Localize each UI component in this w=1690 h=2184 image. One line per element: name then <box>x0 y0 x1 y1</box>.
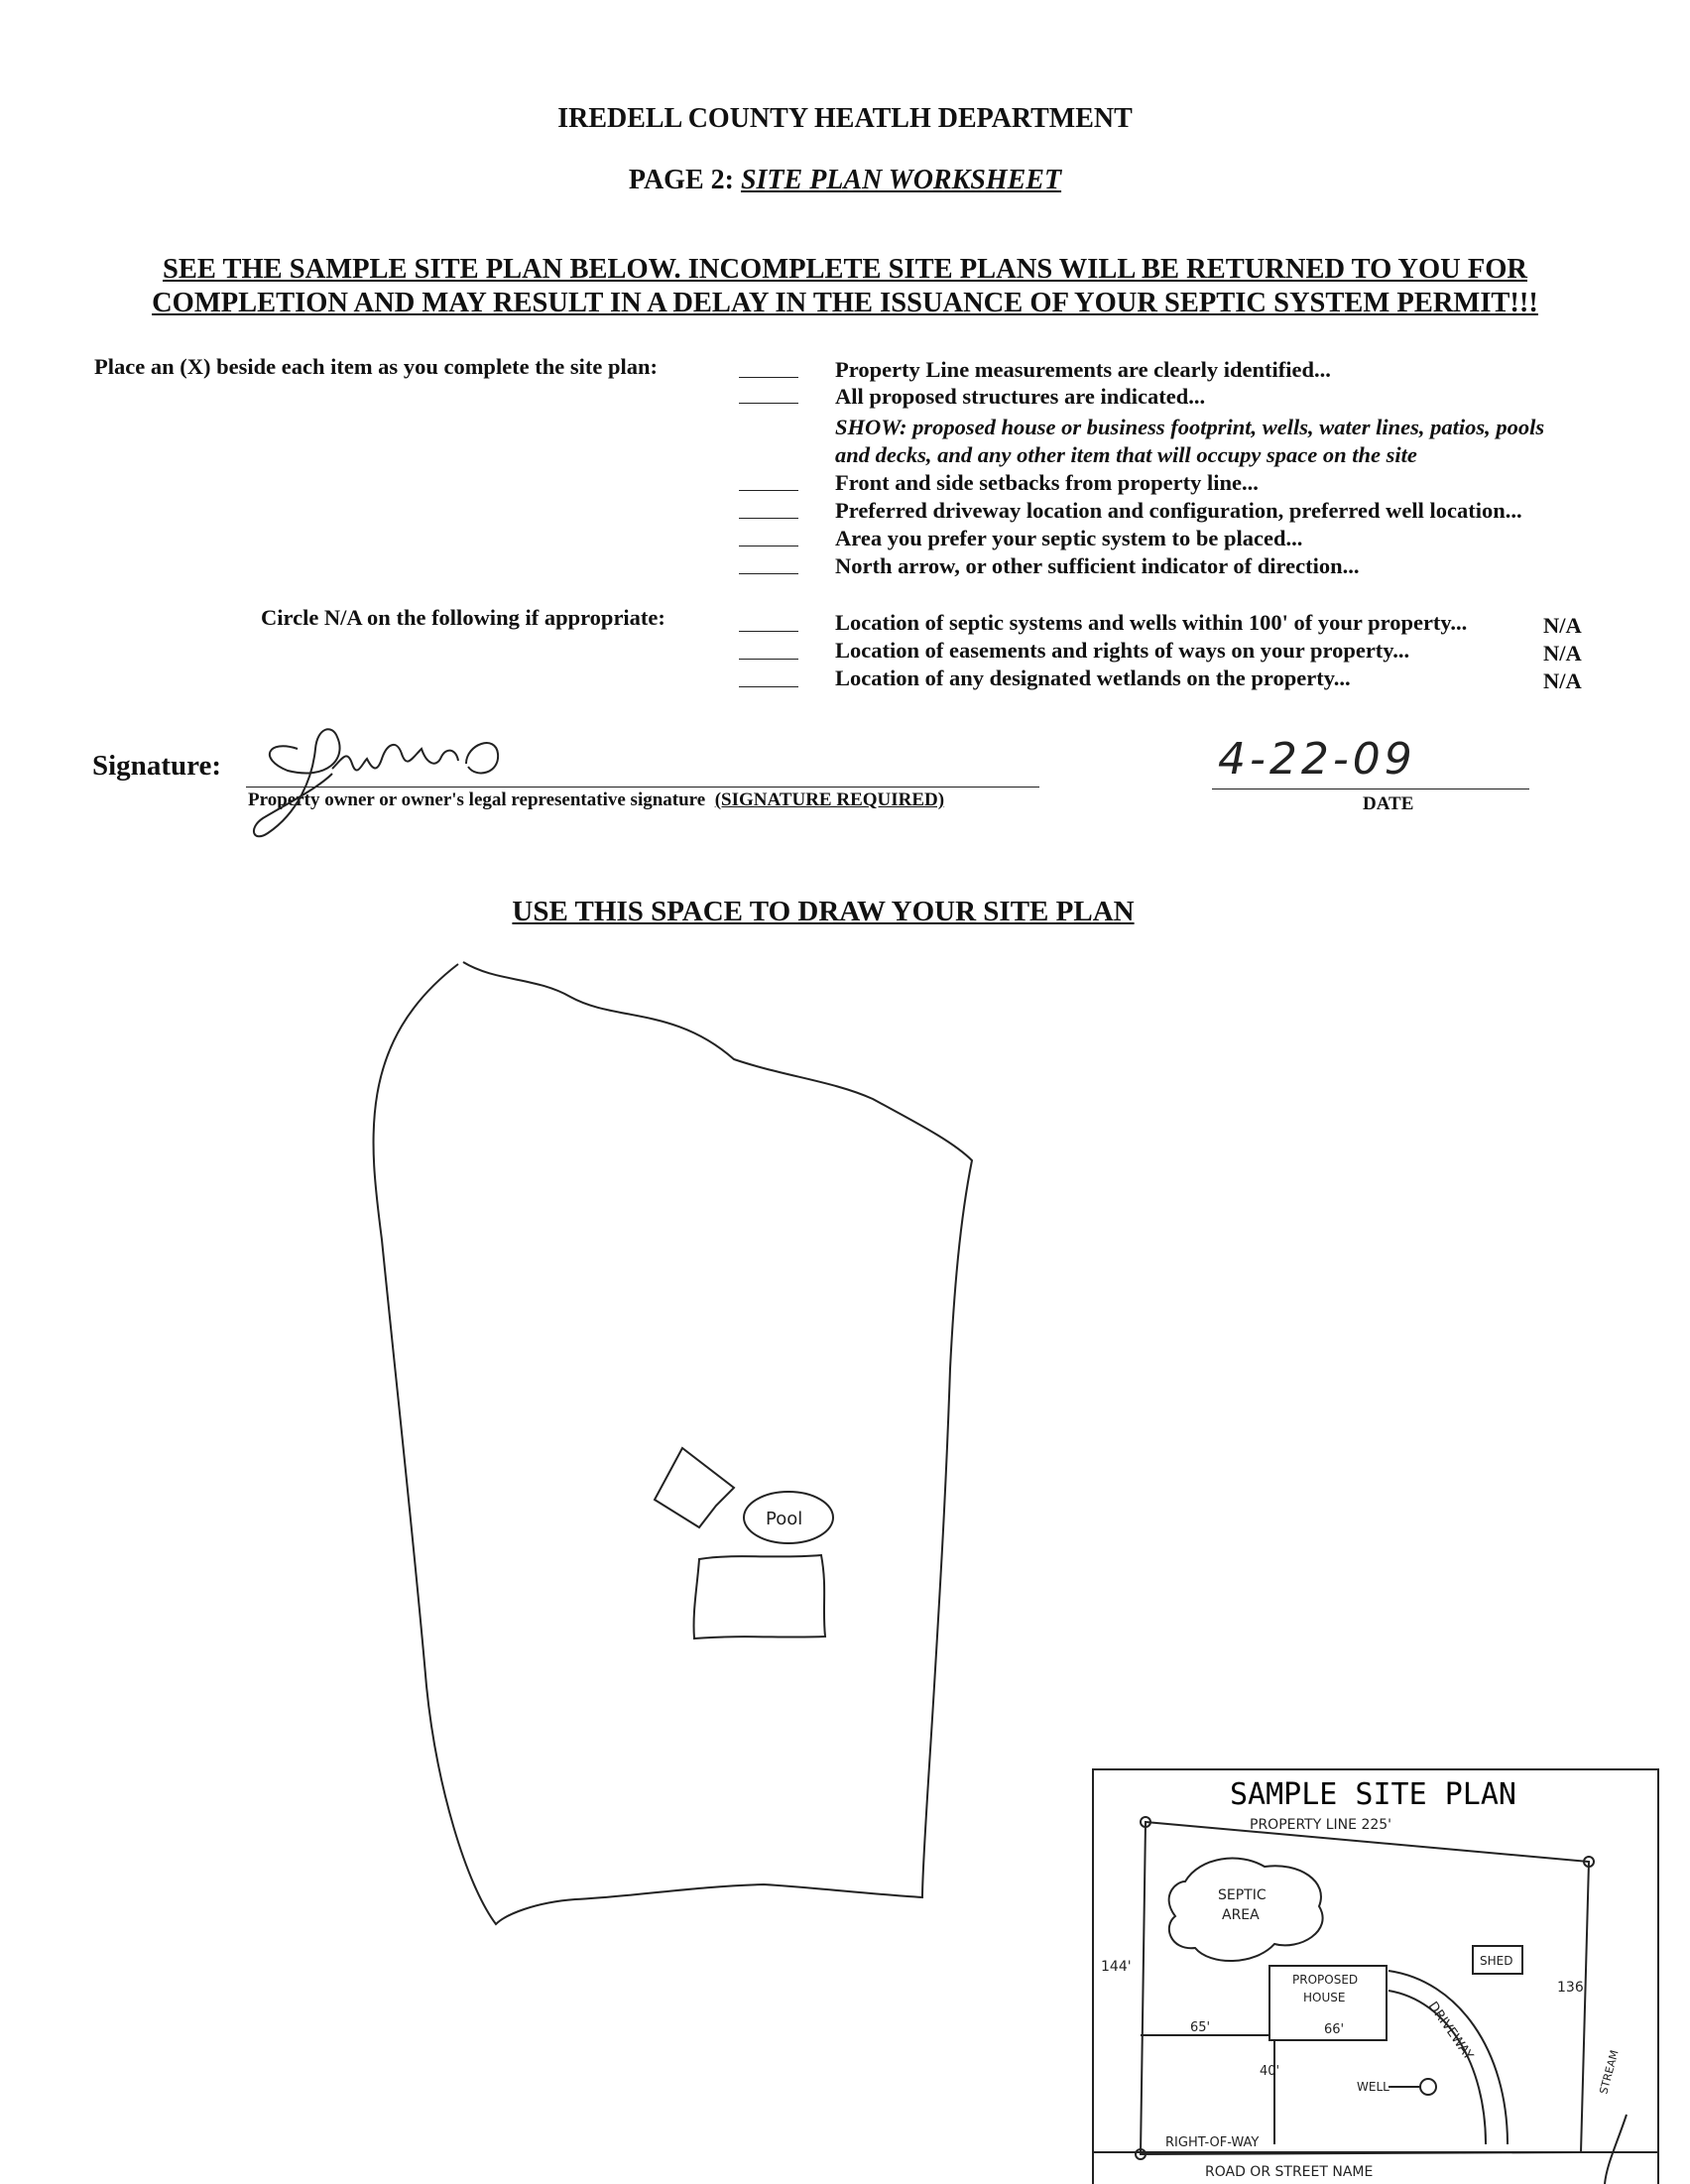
signature-label: Signature: <box>92 750 221 782</box>
na-item: Location of easements and rights of ways on your property... <box>835 638 1410 663</box>
na-item: Location of septic systems and wells within 100' of your property... <box>835 610 1468 635</box>
department-title: IREDELL COUNTY HEATLH DEPARTMENT <box>557 103 1133 134</box>
patio-outline <box>655 1448 734 1527</box>
signature-caption-text: Property owner or owner's legal representative signature <box>248 789 706 810</box>
checklist-item: SHOW: proposed house or business footprint, wells, water lines, patios, pools <box>835 415 1545 439</box>
checklist-item: North arrow, or other sufficient indicator of direction... <box>835 553 1360 578</box>
sample-title: SAMPLE SITE PLAN <box>1230 1777 1516 1812</box>
na-option[interactable]: N/A <box>1543 641 1582 666</box>
draw-area-heading: USE THIS SPACE TO DRAW YOUR SITE PLAN <box>512 896 1135 927</box>
checklist-item: Preferred driveway location and configuration, preferred well location... <box>835 498 1522 523</box>
checklist-instruction: Place an (X) beside each item as you complete the site plan: <box>94 354 659 379</box>
sample-site-plan <box>1091 1767 1666 2184</box>
na-item: Location of any designated wetlands on the property... <box>835 666 1351 690</box>
sample-boundary <box>1141 1822 1589 2154</box>
sample-septic: SEPTIC <box>1218 1887 1267 1903</box>
page-label: PAGE 2: <box>628 165 734 195</box>
date-label: DATE <box>1363 793 1414 814</box>
checklist-item: and decks, and any other item that will occupy space on the site <box>835 442 1417 467</box>
sample-dim-65: 65' <box>1190 2020 1211 2035</box>
sample-driveway-label: DRIVEWAY <box>1424 1999 1476 2063</box>
sample-dim-66: 66' <box>1324 2022 1345 2037</box>
handwritten-date: 4-22-09 <box>1218 734 1416 785</box>
sample-road-name: ROAD OR STREET NAME <box>1205 2164 1374 2180</box>
na-instruction: Circle N/A on the following if appropriate: <box>261 605 665 630</box>
sample-dim-40: 40' <box>1260 2064 1280 2079</box>
sample-house-1: PROPOSED <box>1292 1973 1359 1987</box>
property-boundary <box>374 962 972 1924</box>
sample-area: AREA <box>1222 1907 1260 1923</box>
sample-property-line: PROPERTY LINE 225' <box>1250 1817 1392 1833</box>
checklist-item: All proposed structures are indicated... <box>835 384 1206 409</box>
sample-shed-label: SHED <box>1480 1954 1513 1968</box>
sample-house-2: HOUSE <box>1303 1991 1346 2004</box>
sample-well: WELL <box>1357 2080 1389 2094</box>
na-option[interactable]: N/A <box>1543 668 1582 693</box>
pool-label: Pool <box>766 1509 803 1529</box>
sample-right-of-way: RIGHT-OF-WAY <box>1165 2135 1260 2150</box>
worksheet-title: SITE PLAN WORKSHEET <box>740 165 1062 195</box>
signature-required: (SIGNATURE REQUIRED) <box>714 789 945 810</box>
house-outline <box>694 1555 825 1638</box>
warning-line-1: SEE THE SAMPLE SITE PLAN BELOW. INCOMPLETE SITE PLANS WILL BE RETURNED TO YOU FOR <box>162 254 1527 285</box>
sample-dim-144: 144' <box>1101 1959 1132 1975</box>
sample-stream: STREAM <box>1597 2048 1622 2096</box>
checklist-item: Front and side setbacks from property line... <box>835 470 1259 495</box>
na-option[interactable]: N/A <box>1543 613 1582 638</box>
warning-line-2: COMPLETION AND MAY RESULT IN A DELAY IN THE ISSUANCE OF YOUR SEPTIC SYSTEM PERMIT!!! <box>152 288 1538 318</box>
sample-driveway <box>1388 1971 1508 2144</box>
sample-road <box>1093 2152 1658 2184</box>
checklist-item: Area you prefer your septic system to be placed... <box>835 526 1303 550</box>
sample-dim-136: 136' <box>1557 1980 1588 1996</box>
checklist-item: Property Line measurements are clearly identified... <box>835 357 1331 382</box>
